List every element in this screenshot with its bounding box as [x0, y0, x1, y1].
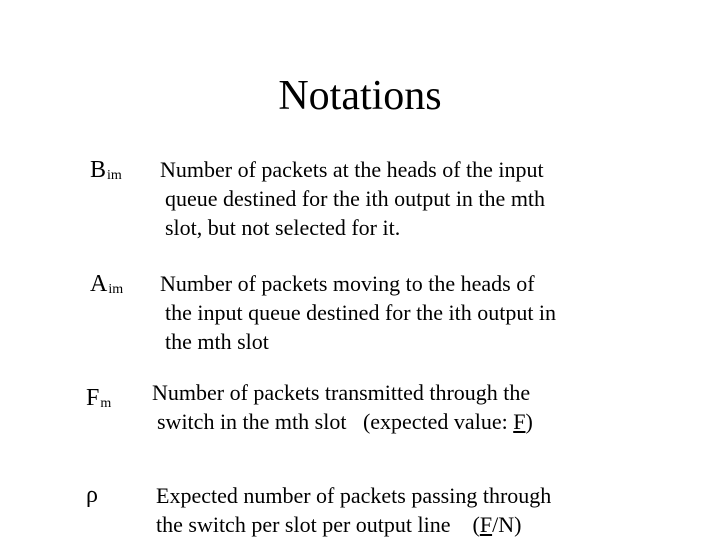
symbol-rho: ρ: [86, 482, 98, 508]
definition-line: Number of packets moving to the heads of: [160, 271, 535, 296]
subscript-im: im: [108, 282, 124, 297]
symbol-a-im: $A_{im}$: [90, 271, 124, 297]
definition-line: queue destined for the ith output in the mth: [165, 186, 546, 211]
definition-rho: [156, 481, 551, 539]
definition-line: the mth slot: [165, 329, 269, 354]
definition-f-m: [152, 378, 533, 436]
subscript-m: m: [100, 396, 112, 411]
line-suffix: ): [525, 409, 533, 434]
definition-a-im: [160, 269, 556, 356]
definition-line: [156, 510, 551, 539]
expected-value-symbol: F: [479, 512, 493, 537]
expected-value-symbol: F: [513, 409, 526, 434]
line-prefix: the switch per slot per output line (: [156, 512, 480, 537]
subscript-im: im: [107, 168, 122, 183]
definition-line: Number of packets at the heads of the input: [160, 157, 544, 182]
symbol-b-im: $B_{im}$: [90, 157, 122, 183]
definition-line: the input queue destined for the ith output in: [165, 300, 557, 325]
slide-title: Notations: [278, 73, 442, 119]
symbol-f-m: $F_m$: [86, 385, 112, 411]
line-prefix: switch in the mth slot (expected value:: [157, 409, 514, 434]
definition-line: slot, but not selected for it.: [165, 215, 401, 240]
definition-line: Expected number of packets passing through: [156, 483, 552, 508]
definition-b-im: [160, 155, 545, 242]
definition-line: [152, 407, 533, 436]
line-suffix: /N): [492, 512, 522, 537]
definition-line: Number of packets transmitted through the: [152, 380, 531, 405]
